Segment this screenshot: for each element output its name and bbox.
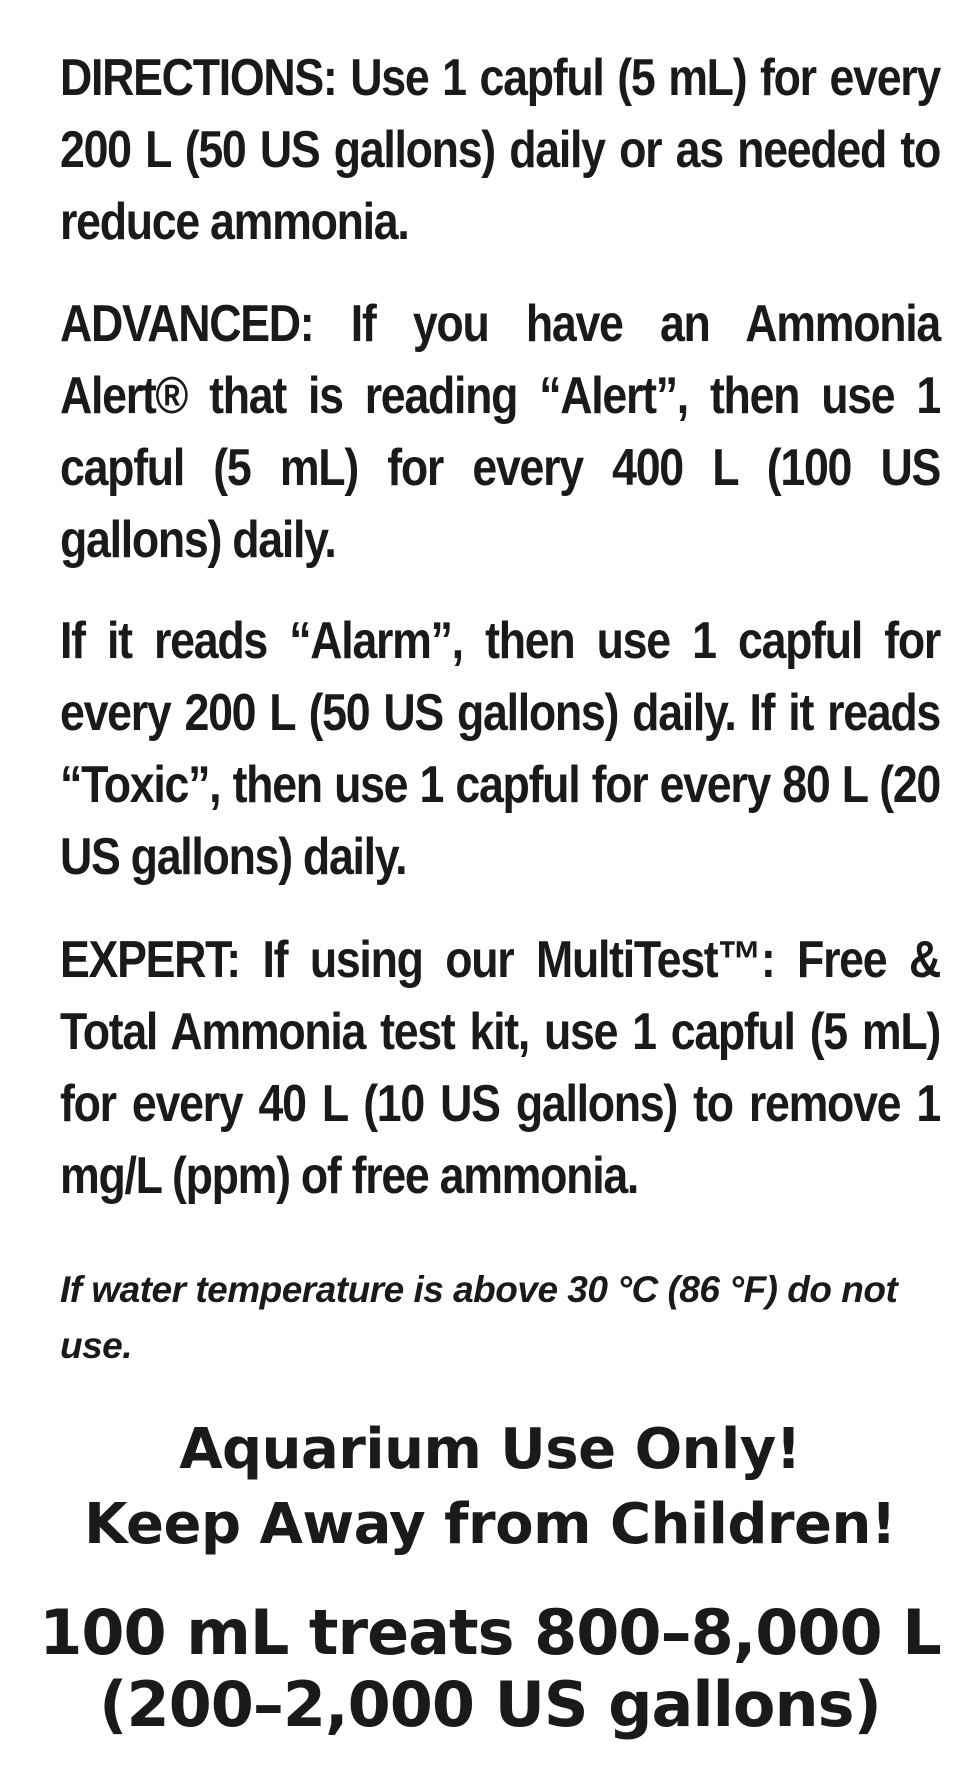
treats-gallons-line: (200–2,000 US gallons) <box>99 1668 881 1741</box>
children-warning-notice: Keep Away from Children! <box>84 1492 896 1557</box>
alarm-toxic-paragraph: If it reads “Alarm”, then use 1 capful for every 200 L (50 US gallons) daily. If it reads “Toxic”, then use 1 capful for every 80 L (20 US gallons) daily. <box>60 612 940 886</box>
expert-paragraph: EXPERT: If using our MultiTest™: Free & Total Ammonia test kit, use 1 capful (5 mL) for every 40 L (10 US gallons) to remove 1 mg/L (ppm) of free ammonia. <box>60 931 940 1205</box>
temperature-warning: If water temperature is above 30 °C (86 °F) do not use. <box>60 1269 898 1366</box>
advanced-paragraph: ADVANCED: If you have an Ammonia Alert® that is reading “Alert”, then use 1 capful (5 mL) for every 400 L (100 US gallons) daily. <box>60 295 940 569</box>
aquarium-use-notice: Aquarium Use Only! <box>179 1417 801 1482</box>
treats-volume-line: 100 mL treats 800–8,000 L <box>39 1596 941 1669</box>
directions-paragraph: DIRECTIONS: Use 1 capful (5 mL) for every 200 L (50 US gallons) daily or as needed to reduce ammonia. <box>60 49 940 251</box>
